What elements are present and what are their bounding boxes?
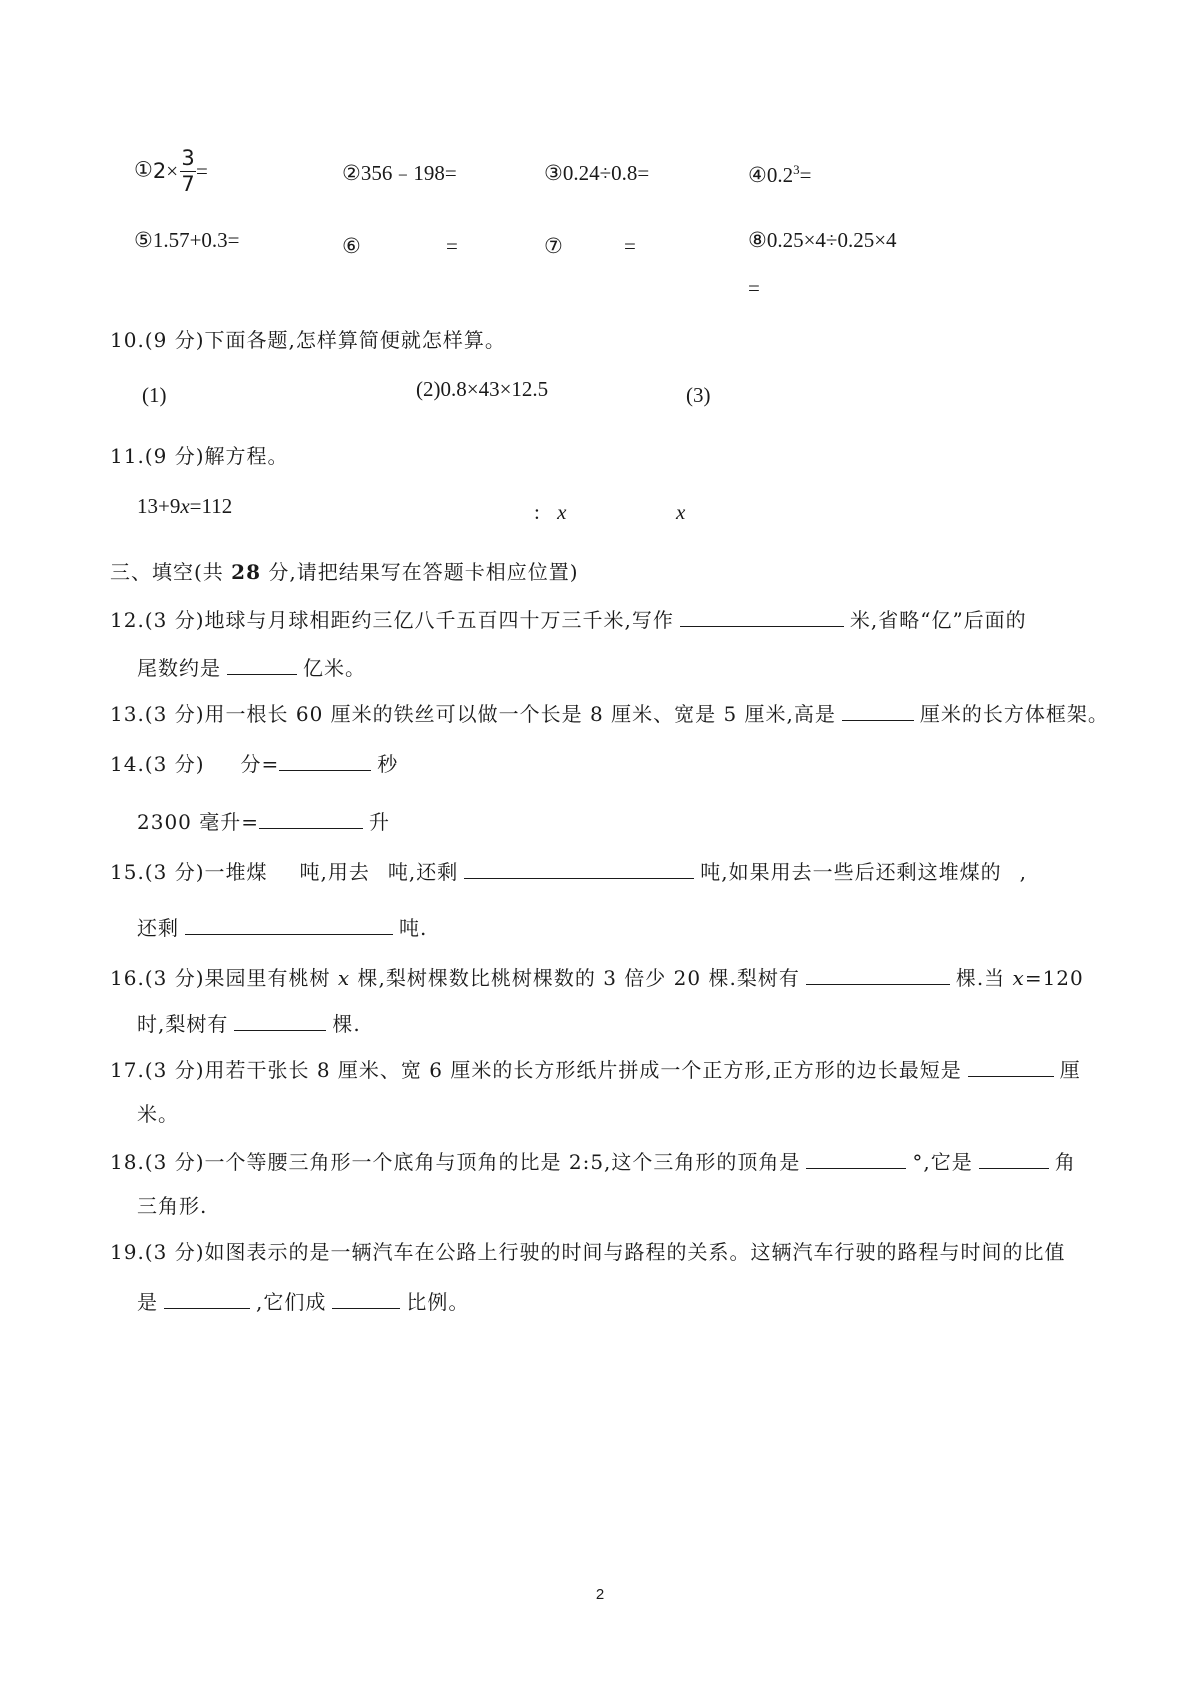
q17-line-2: 米。: [137, 1102, 179, 1126]
question-text: 棵,梨树棵数比桃树棵数的 3 倍少 20 棵.梨树有: [350, 966, 800, 990]
q15-line-2: [137, 916, 427, 938]
q19-line-1: 19.(3 分)如图表示的是一辆汽车在公路上行驶的时间与路程的关系。这辆汽车行驶的路程与时间的比值: [110, 1240, 1066, 1264]
heading-text: 分,请把结果写在答题卡相应位置): [261, 560, 579, 584]
q9-item-5: ⑤1.57+0.3=: [134, 228, 240, 252]
ratio-colon: :: [534, 500, 540, 524]
q14-line-1: [110, 752, 1100, 774]
base: ④0.2: [748, 163, 794, 187]
question-text: 时,梨树有: [137, 1012, 229, 1036]
equals-sign: =: [196, 159, 208, 183]
heading-text: 三、填空(共: [110, 560, 232, 584]
answer-blank[interactable]: [968, 1058, 1054, 1077]
question-text: 13.(3 分)用一根长 60 厘米的铁丝可以做一个长是 8 厘米、宽是 5 厘米,高是: [110, 702, 836, 726]
numerator: 3: [181, 146, 195, 170]
answer-blank[interactable]: [332, 1290, 400, 1309]
answer-blank[interactable]: [979, 1150, 1049, 1169]
q9-item-6-equals: =: [446, 234, 458, 258]
equals-sign: =: [799, 163, 812, 187]
question-text: 升: [369, 810, 391, 834]
question-text: 厘: [1059, 1058, 1081, 1082]
q14-line-2: [137, 810, 390, 832]
q11-equation-1: [137, 496, 232, 517]
question-text: 米,省略“亿”后面的: [849, 608, 1027, 632]
q12-line-1: [110, 608, 1100, 630]
variable: x: [1012, 966, 1025, 990]
q9-item-4: [748, 163, 811, 186]
question-text: 棵.当: [955, 966, 1013, 990]
q9-item-3: ③0.24÷0.8=: [544, 161, 650, 185]
equation-part: 13+9: [137, 494, 181, 518]
q18-line-1: [110, 1150, 1100, 1172]
question-text: 18.(3 分)一个等腰三角形一个底角与顶角的比是 2:5,这个三角形的顶角是: [110, 1150, 801, 1174]
q9-item-2: ②356﹣198=: [342, 161, 457, 185]
heading-score: 28: [231, 560, 262, 584]
question-text: ,: [1019, 860, 1027, 884]
question-text: 吨,用去: [299, 860, 370, 884]
fraction: [180, 148, 196, 195]
question-text: 17.(3 分)用若干张长 8 厘米、宽 6 厘米的长方形纸片拼成一个正方形,正方形的边长最短是: [110, 1058, 962, 1082]
answer-blank[interactable]: [842, 702, 914, 721]
q9-item-8: ⑧0.25×4÷0.25×4: [748, 228, 897, 252]
q9-item-7-marker: ⑦: [544, 234, 563, 258]
question-text: 16.(3 分)果园里有桃树: [110, 966, 338, 990]
q11-equation-2: [534, 502, 566, 523]
q10-title: 10.(9 分)下面各题,怎样算简便就怎样算。: [110, 328, 506, 352]
variable: x: [337, 966, 351, 990]
q16-line-2: [137, 1012, 361, 1034]
q9-item-1: [134, 148, 208, 195]
question-text: 吨,还剩: [387, 860, 459, 884]
q17-line-1: [110, 1058, 1100, 1080]
answer-blank[interactable]: [806, 966, 950, 985]
item-marker: ①: [134, 157, 153, 182]
answer-blank[interactable]: [185, 916, 393, 935]
question-text: 15.(3 分)一堆煤: [110, 860, 268, 884]
question-text: 厘米的长方体框架。: [919, 702, 1109, 726]
variable: x: [180, 494, 190, 518]
answer-blank[interactable]: [259, 810, 363, 829]
q9-item-7-equals: =: [624, 234, 636, 258]
question-text: 棵.: [332, 1012, 361, 1036]
equation-part: =112: [189, 494, 233, 518]
q11-equation-3: x: [676, 500, 686, 524]
q10-part-2: (2)0.8×43×12.5: [416, 377, 549, 401]
exponent: 3: [793, 162, 800, 177]
q15-line-1: [110, 860, 1100, 882]
question-text: 分=: [240, 752, 280, 776]
q11-title: 11.(9 分)解方程。: [110, 444, 289, 468]
question-text: 2300 毫升=: [137, 810, 260, 834]
answer-blank[interactable]: [164, 1290, 250, 1309]
denominator: 7: [181, 172, 195, 196]
variable: x: [557, 500, 567, 524]
page-number: 2: [595, 1586, 605, 1603]
whole-number: 2: [152, 159, 167, 183]
question-text: =120: [1024, 966, 1084, 990]
section-3-heading: [110, 562, 1100, 582]
answer-blank[interactable]: [227, 656, 297, 675]
q9-item-6-marker: ⑥: [342, 234, 361, 258]
question-text: 角: [1054, 1150, 1076, 1174]
question-text: 吨,如果用去一些后还剩这堆煤的: [700, 860, 1002, 884]
question-text: 尾数约是: [137, 656, 221, 680]
question-text: 比例。: [406, 1290, 470, 1314]
question-text: 是: [137, 1290, 158, 1314]
q19-line-2: [137, 1290, 469, 1312]
q16-line-1: [110, 966, 1100, 988]
question-text: ,它们成: [256, 1290, 327, 1314]
answer-blank[interactable]: [234, 1012, 326, 1031]
q10-part-1: (1): [142, 383, 167, 407]
q10-part-3: (3): [686, 383, 711, 407]
question-text: 亿米。: [303, 656, 366, 680]
q12-line-2: [137, 656, 366, 678]
question-text: 秒: [377, 752, 399, 776]
q9-item-8-equals: =: [748, 276, 760, 300]
times-sign: ×: [166, 159, 179, 183]
question-text: °,它是: [912, 1150, 973, 1174]
q18-line-2: 三角形.: [137, 1194, 208, 1218]
question-text: 14.(3 分): [110, 752, 205, 776]
answer-blank[interactable]: [806, 1150, 906, 1169]
answer-blank[interactable]: [279, 752, 371, 771]
answer-blank[interactable]: [464, 860, 694, 879]
question-text: 12.(3 分)地球与月球相距约三亿八千五百四十万三千米,写作: [110, 608, 674, 632]
q13-line: [110, 702, 1109, 726]
question-text: 还剩: [137, 916, 179, 940]
answer-blank[interactable]: [680, 608, 844, 627]
question-text: 吨.: [399, 916, 428, 940]
